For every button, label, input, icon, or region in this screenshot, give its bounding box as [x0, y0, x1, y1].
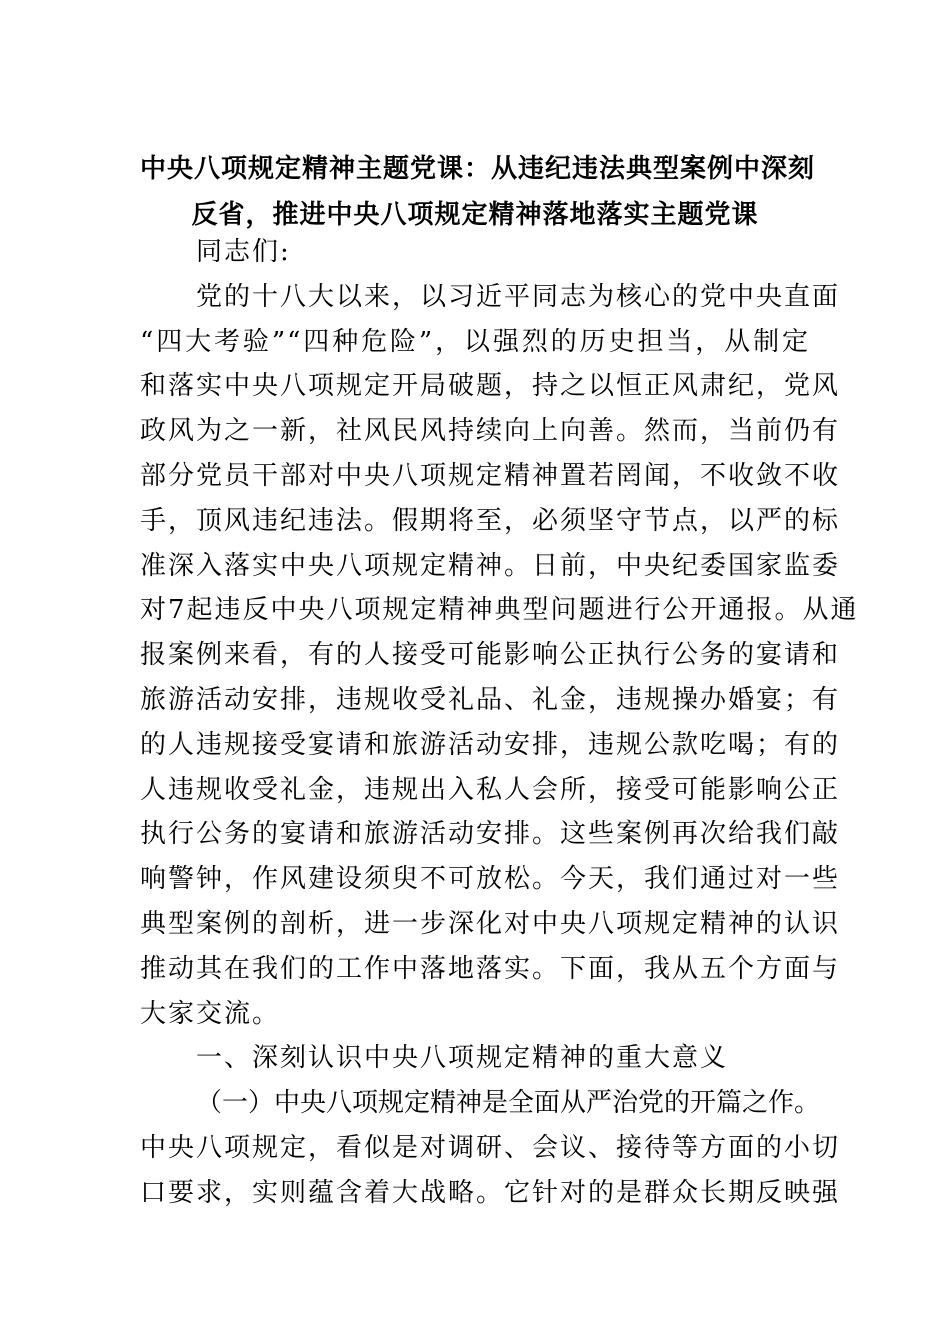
paragraph-line: 旅游活动安排，违规收受礼品、礼金，违规操办婚宴；有 — [140, 684, 841, 715]
paragraph-intro — [140, 275, 859, 1037]
paragraph-line: 典型案例的剖析，进一步深化对中央八项规定精神的认识 — [140, 908, 841, 939]
section-heading-text: 一、深刻认识中央八项规定精神的重大意义 — [196, 1043, 729, 1074]
salutation-text: 同志们: — [196, 237, 291, 267]
paragraph-line: 执行公务的宴请和旅游活动安排。这些案例再次给我们敲 — [140, 819, 841, 850]
paragraph-line: 的人违规接受宴请和旅游活动安排，违规公款吃喝；有的 — [140, 729, 841, 760]
paragraph-line: 党的十八大以来，以习近平同志为核心的党中央直面 — [196, 281, 841, 312]
salutation — [140, 230, 810, 275]
paragraph-line: 口要求，实则蕴含着大战略。它针对的是群众长期反映强 — [140, 1177, 841, 1208]
paragraph-line: （一）中央八项规定精神是全面从严治党的开篇之作。 — [196, 1088, 821, 1119]
paragraph-line: 部分党员干部对中央八项规定精神置若罔闻，不收敛不收 — [140, 460, 841, 491]
paragraph-line: 准深入落实中央八项规定精神。日前，中央纪委国家监委 — [140, 550, 841, 581]
section-heading — [140, 1036, 810, 1081]
paragraph-line: 对7起违反中央八项规定精神典型问题进行公开通报。从通 — [140, 595, 859, 626]
title-line: 中央八项规定精神主题党课：从违纪违法典型案例中深刻 — [140, 154, 816, 184]
paragraph-line: 报案例来看，有的人接受可能影响公正执行公务的宴请和 — [140, 640, 841, 671]
document-title — [140, 146, 816, 238]
paragraph-line: 中央八项规定，看似是对调研、会议、接待等方面的小切 — [140, 1132, 841, 1163]
paragraph-line: 和落实中央八项规定开局破题，持之以恒正风肃纪，党风 — [140, 371, 841, 402]
paragraph-line: 手，顶风违纪违法。假期将至，必须坚守节点，以严的标 — [140, 505, 841, 536]
paragraph-line: 推动其在我们的工作中落地落实。下面，我从五个方面与 — [140, 953, 841, 984]
title-line: 反省，推进中央八项规定精神落地落实主题党课 — [191, 200, 759, 230]
paragraph-line: 大家交流。 — [140, 998, 281, 1029]
paragraph-line: 人违规收受礼金，违规出入私人会所，接受可能影响公正 — [140, 774, 841, 805]
paragraph-line: “四大考验”“四种危险”，以强烈的历史担当，从制定 — [140, 326, 810, 357]
paragraph-line: 政风为之一新，社风民风持续向上向善。然而，当前仍有 — [140, 416, 841, 447]
paragraph-line: 响警钟，作风建设须臾不可放松。今天，我们通过对一些 — [140, 864, 841, 895]
document-body — [140, 230, 859, 1216]
paragraph-section-1 — [140, 1081, 841, 1215]
